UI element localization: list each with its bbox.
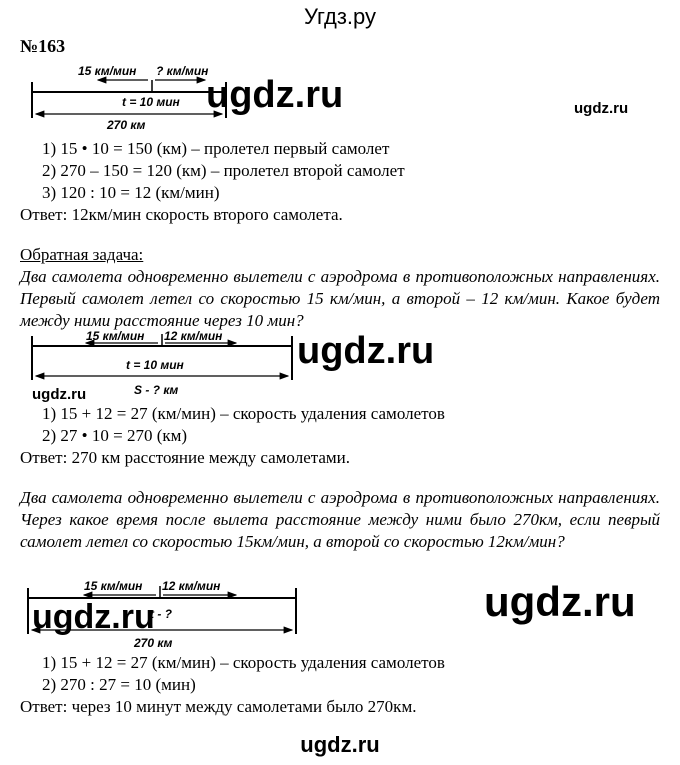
diagram2-time: t = 10 мин (126, 358, 184, 372)
answer2: Ответ: 270 км расстояние между самолетами. (20, 448, 351, 467)
answer3: Ответ: через 10 минут между самолетами было 270км. (20, 697, 417, 716)
diagram3-time: t - ? (150, 607, 172, 621)
diagram3-distance: 270 км (134, 636, 173, 650)
watermark-2: ugdz.ru (574, 100, 629, 117)
diagram2-distance: S - ? км (134, 383, 179, 397)
diagram2-v2: 12 км/мин (164, 329, 223, 343)
diagram1-v2: ? км/мин (156, 64, 209, 78)
watermark-5: ugdz.ru (32, 598, 155, 636)
solution2-step2: 2) 27 • 10 = 270 (км) (42, 426, 188, 445)
footer-site: ugdz.ru (300, 732, 380, 757)
site-title: Угдз.ру (303, 4, 377, 29)
watermark-6: ugdz.ru (484, 578, 636, 625)
inverse-task-title: Обратная задача: (20, 245, 144, 264)
diagram1-time: t = 10 мин (122, 95, 180, 109)
solution1-step2: 2) 270 – 150 = 120 (км) – пролетел второй самолет (42, 161, 405, 180)
solution2-step1: 1) 15 + 12 = 27 (км/мин) – скорость удаления самолетов (42, 404, 445, 423)
solution1-step1: 1) 15 • 10 = 150 (км) – пролетел первый самолет (42, 139, 390, 158)
diagram1-distance: 270 км (107, 118, 146, 132)
diagram1-v1: 15 км/мин (78, 64, 137, 78)
diagram3-v2: 12 км/мин (162, 579, 221, 593)
solution1-step3: 3) 120 : 10 = 12 (км/мин) (42, 183, 220, 202)
diagram-1 (32, 64, 226, 132)
diagram3-v1: 15 км/мин (84, 579, 143, 593)
answer1: Ответ: 12км/мин скорость второго самолета. (20, 205, 343, 224)
problem3-text: Два самолета одновременно вылетели с аэродрома в противоположных направлениях. Через какое время после вылета расстояние между ними было 270км, если певрый самолет летел со скоростью 15км/мин, а второй со скоростью 12км/мин? (20, 488, 660, 551)
diagram2-v1: 15 км/мин (86, 329, 145, 343)
watermark-1: ugdz.ru (206, 74, 344, 116)
watermark-4: ugdz.ru (32, 386, 87, 403)
solution3-step1: 1) 15 + 12 = 27 (км/мин) – скорость удаления самолетов (42, 653, 445, 672)
solution3-step2: 2) 270 : 27 = 10 (мин) (42, 675, 196, 694)
problem2-text: Два самолета одновременно вылетели с аэродрома в противоположных направлениях. Первый самолет летел со скоростью 15 км/мин, а второй – 12 км/мин. Какое будет между ними расстояние через 10 мин? (20, 267, 660, 330)
watermark-3: ugdz.ru (297, 330, 435, 372)
task-number: №163 (20, 36, 66, 56)
